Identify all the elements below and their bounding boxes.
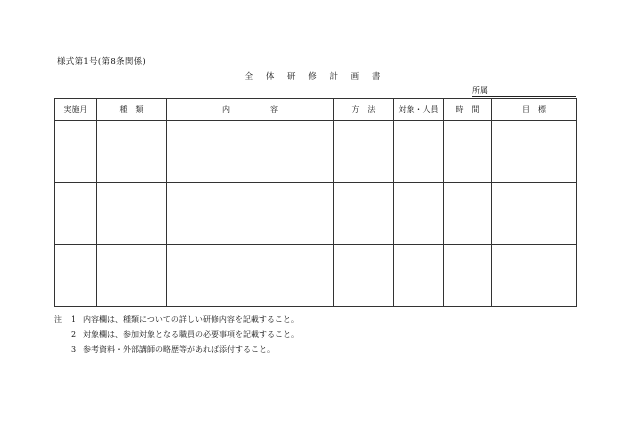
table-row xyxy=(55,245,577,307)
notes-prefix: 注 xyxy=(54,315,62,324)
cell-type[interactable] xyxy=(97,245,167,307)
cell-goal[interactable] xyxy=(492,245,577,307)
cell-time[interactable] xyxy=(444,245,492,307)
cell-goal[interactable] xyxy=(492,121,577,183)
cell-month[interactable] xyxy=(55,245,97,307)
cell-content[interactable] xyxy=(167,121,334,183)
cell-target[interactable] xyxy=(394,245,444,307)
column-header-goal: 目 標 xyxy=(492,99,577,121)
cell-target[interactable] xyxy=(394,183,444,245)
affiliation-field[interactable] xyxy=(472,86,576,97)
note-number: 2 xyxy=(71,330,77,339)
note-item xyxy=(54,342,299,357)
form-title: 全 体 研 修 計 画 書 xyxy=(244,72,386,82)
cell-month[interactable] xyxy=(55,121,97,183)
note-text: 参考資料・外部講師の略歴等があれば添付すること。 xyxy=(83,345,275,354)
table-row xyxy=(55,183,577,245)
training-plan-table xyxy=(54,98,577,307)
cell-goal[interactable] xyxy=(492,183,577,245)
note-text: 内容欄は、種類についての詳しい研修内容を記載すること。 xyxy=(83,315,299,324)
note-number: 3 xyxy=(71,345,77,354)
table-row xyxy=(55,121,577,183)
cell-method[interactable] xyxy=(334,121,394,183)
table-header-row xyxy=(55,99,577,121)
note-text: 対象欄は、参加対象となる職員の必要事項を記載すること。 xyxy=(83,330,299,339)
cell-content[interactable] xyxy=(167,183,334,245)
notes-section xyxy=(54,312,299,357)
cell-method[interactable] xyxy=(334,183,394,245)
column-header-method: 方 法 xyxy=(334,99,394,121)
cell-time[interactable] xyxy=(444,121,492,183)
cell-type[interactable] xyxy=(97,121,167,183)
cell-content[interactable] xyxy=(167,245,334,307)
note-number: 1 xyxy=(71,315,77,324)
cell-time[interactable] xyxy=(444,183,492,245)
affiliation-label: 所属 xyxy=(472,86,488,95)
column-header-time: 時 間 xyxy=(444,99,492,121)
column-header-target: 対象・人員 xyxy=(394,99,444,121)
note-item xyxy=(54,327,299,342)
cell-target[interactable] xyxy=(394,121,444,183)
cell-type[interactable] xyxy=(97,183,167,245)
column-header-content: 内 容 xyxy=(167,99,334,121)
form-number: 様式第1号(第8条関係) xyxy=(57,57,147,67)
cell-method[interactable] xyxy=(334,245,394,307)
column-header-type: 種 類 xyxy=(97,99,167,121)
note-item xyxy=(54,312,299,327)
column-header-month: 実施月 xyxy=(55,99,97,121)
cell-month[interactable] xyxy=(55,183,97,245)
